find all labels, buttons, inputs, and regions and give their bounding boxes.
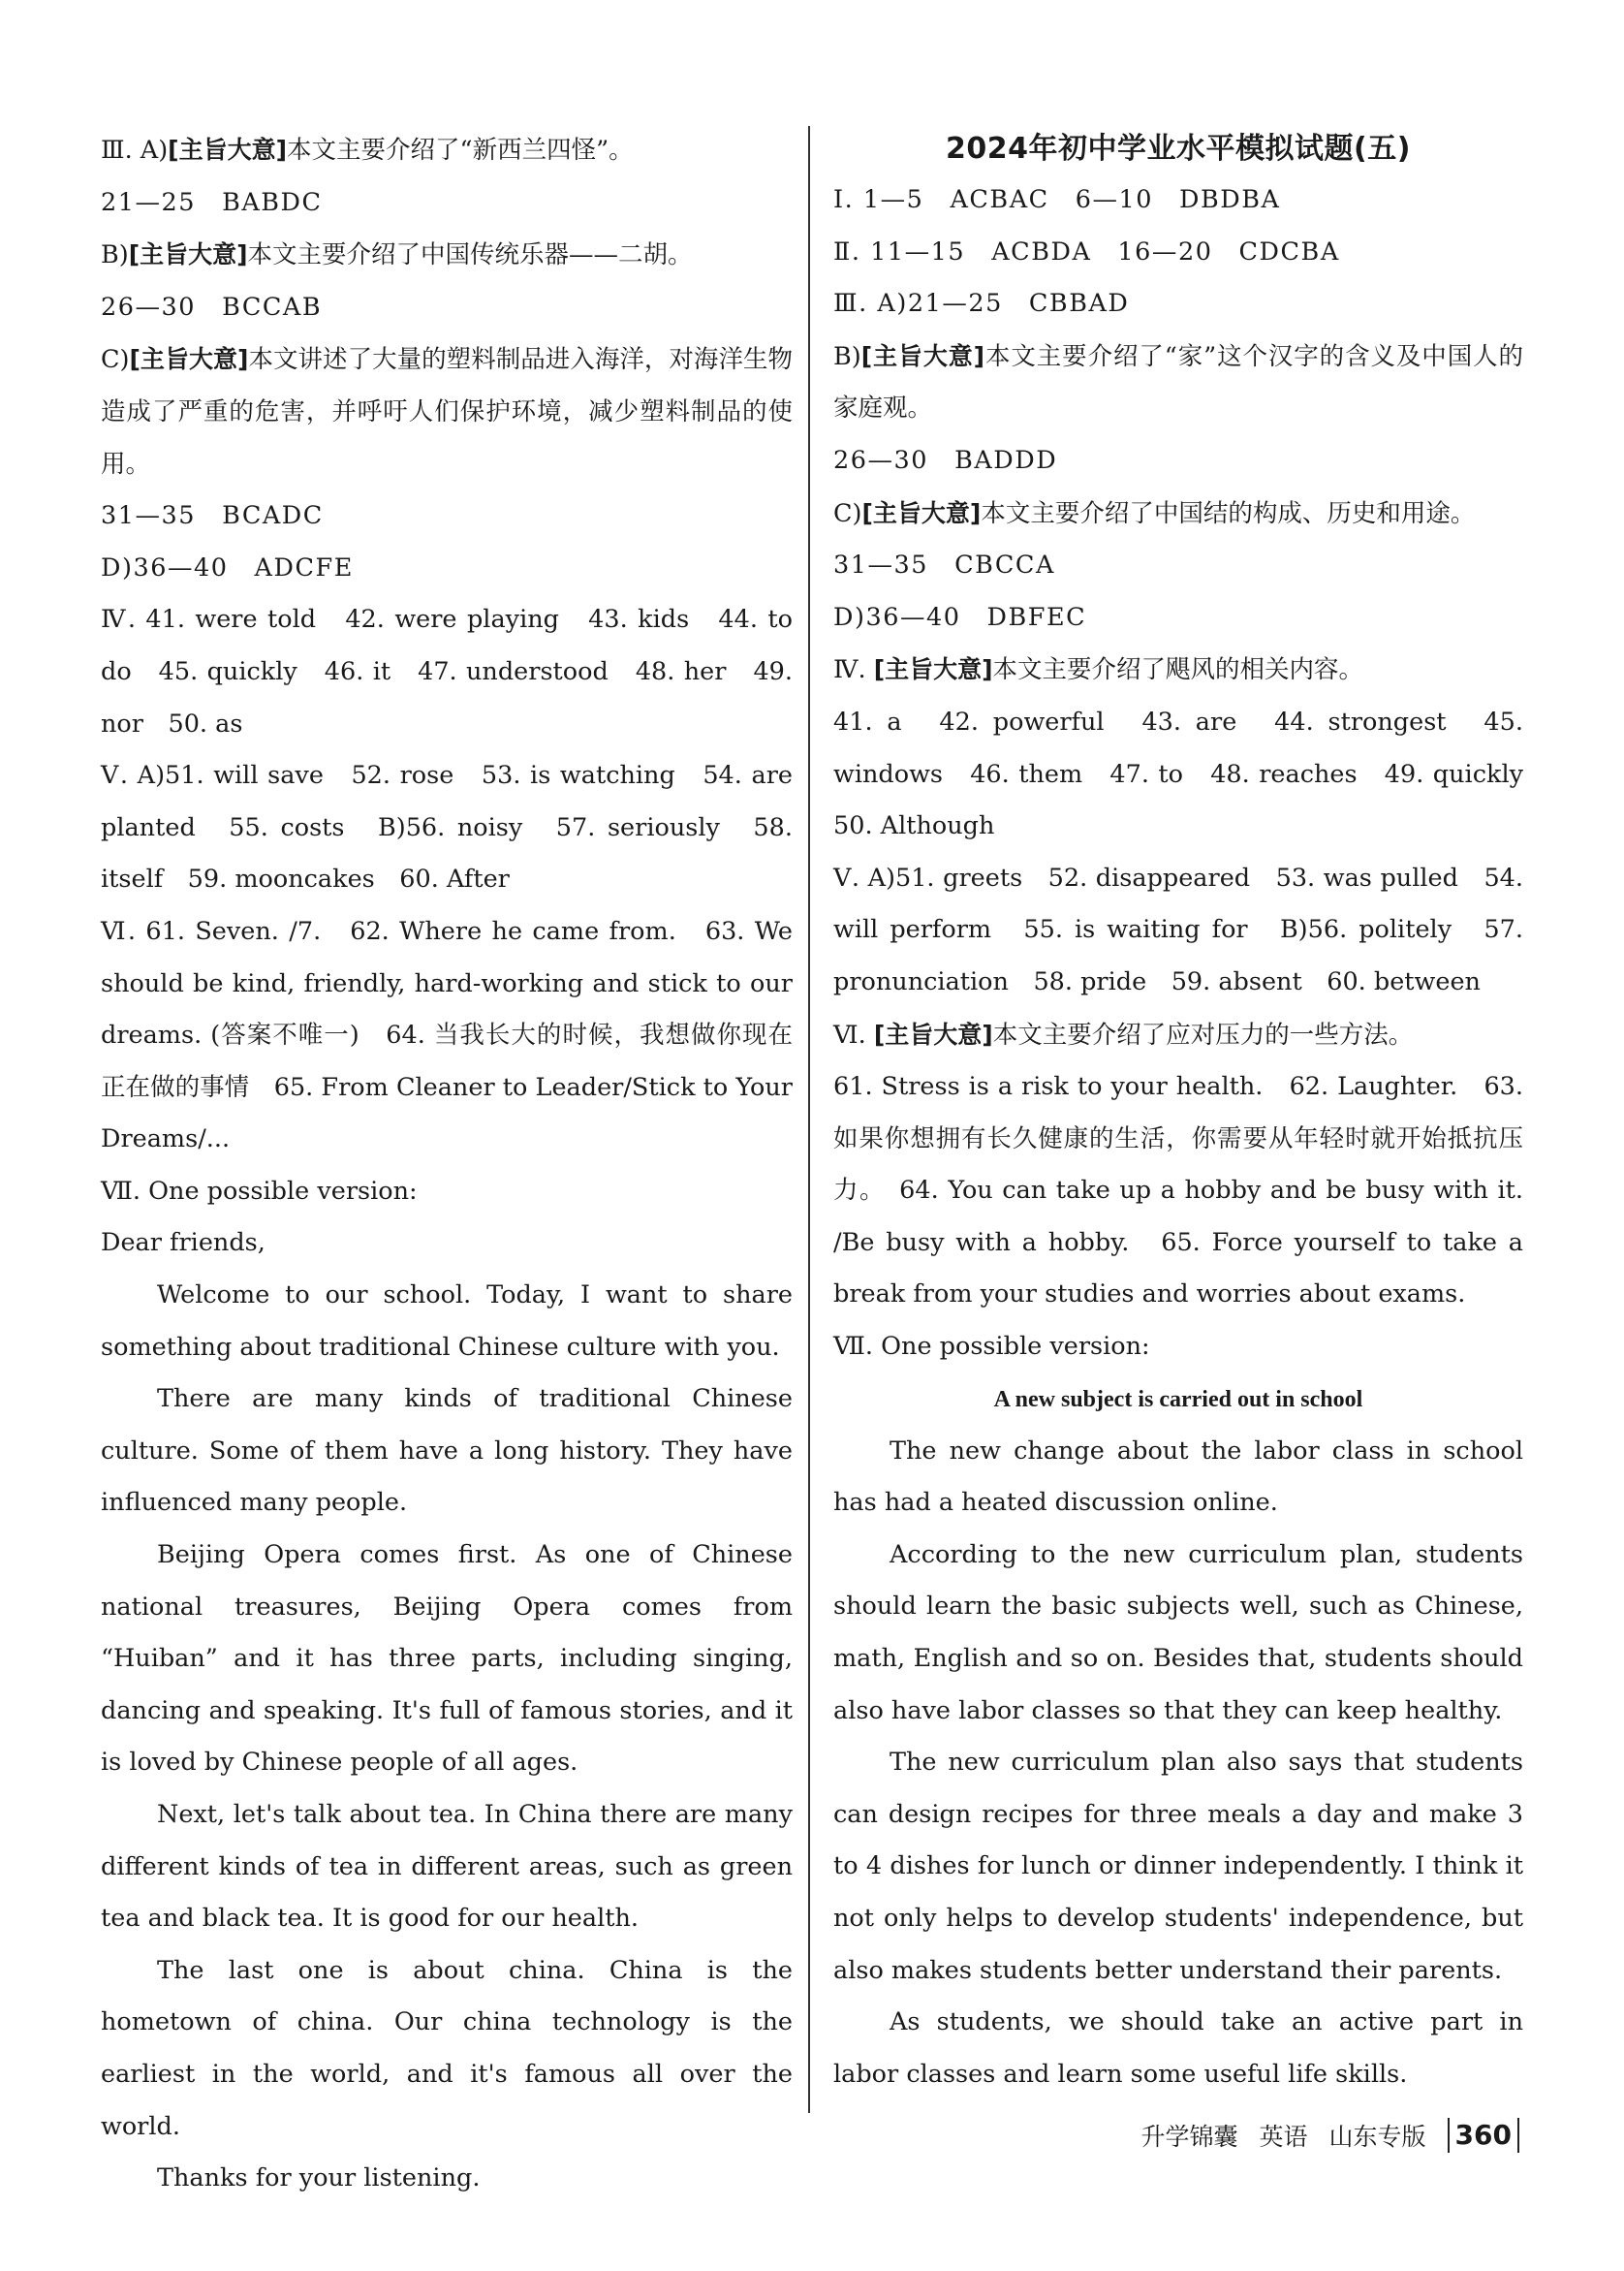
footer-series: 升学锦囊 xyxy=(1140,2123,1238,2151)
essay-intro: Ⅶ. One possible version: xyxy=(833,1332,1150,1362)
essay-paragraph: According to the new curriculum plan, students should learn the basic subjects well, such as Chinese, math, English and so on. Besides that, students should also have labor classes so that they can keep healthy. xyxy=(833,1539,1523,1725)
answer-line: 26—30 BADDD xyxy=(833,445,1058,475)
answer-line: Ⅳ. 41. were told 42. were playing 43. kids 44. to do 45. quickly 46. it 47. understood 48. her 49. nor 50. as xyxy=(101,605,793,739)
answer-line: 61. Stress is a risk to your health. 62. Laughter. 63. 如果你想拥有长久健康的生活，你需要从年轻时就开始抵抗压力。 64. You can take up a hobby and be busy with it. /Be busy with a hobby. 65. Force yourself to take a break from your studies and worries about exams. xyxy=(833,1072,1523,1309)
answer-line: Ⅴ. A)51. will save 52. rose 53. is watching 54. are planted 55. costs B)56. noisy 57. seriously 58. itself 59. mooncakes 60. After xyxy=(101,761,793,895)
answer-line: Ⅴ. A)51. greets 52. disappeared 53. was pulled 54. will perform 55. is waiting for B)56. politely 57. pronunciation 58. pride 59. absent 60. between xyxy=(833,863,1523,996)
essay-paragraph: The last one is about china. China is the hometown of china. Our china technology is the earliest in the world, and it's famous all over the world. xyxy=(101,1955,793,2141)
answer-line: B)[主旨大意]本文主要介绍了中国传统乐器——二胡。 xyxy=(101,240,693,270)
footer-subject: 英语 xyxy=(1259,2123,1308,2151)
main-idea-label: [主旨大意] xyxy=(860,341,985,370)
essay-paragraph: The new change about the labor class in school has had a heated discussion online. xyxy=(833,1435,1523,1518)
page-number: 360 xyxy=(1448,2118,1519,2153)
answer-line: Ⅲ. A)[主旨大意]本文主要介绍了“新西兰四怪”。 xyxy=(101,136,634,165)
essay-intro: Ⅶ. One possible version: xyxy=(101,1176,418,1206)
answer-line: Ⅵ. [主旨大意]本文主要介绍了应对压力的一些方法。 xyxy=(833,1020,1414,1050)
page-footer xyxy=(1141,2118,1520,2153)
essay-paragraph: There are many kinds of traditional Chinese culture. Some of them have a long history. They have influenced many people. xyxy=(101,1384,793,1518)
answer-line: Ⅳ. [主旨大意]本文主要介绍了飓风的相关内容。 xyxy=(833,655,1364,685)
answer-line: 31—35 BCADC xyxy=(101,501,324,531)
answer-line: D)36—40 DBFEC xyxy=(833,602,1087,632)
answer-line: B)[主旨大意]本文主要介绍了“家”这个汉字的含义及中国人的家庭观。 xyxy=(833,341,1523,424)
answer-line: 26—30 BCCAB xyxy=(101,292,323,322)
main-idea-label: [主旨大意] xyxy=(873,1020,993,1049)
essay-paragraph: The new curriculum plan also says that students can design recipes for three meals a day and make 3 to 4 dishes for lunch or dinner independently. I think it not only helps to develop students' independence, but also makes students better understand their parents. xyxy=(833,1748,1523,1985)
main-idea-label: [主旨大意] xyxy=(128,240,248,269)
main-idea-label: [主旨大意] xyxy=(861,498,982,527)
answer-line: 41. a 42. powerful 43. are 44. strongest 45. windows 46. them 47. to 48. reaches 49. quickly 50. Although xyxy=(833,707,1548,841)
essay-paragraph: Welcome to our school. Today, I want to share something about traditional Chinese culture with you. xyxy=(101,1280,793,1362)
essay-salutation: Dear friends, xyxy=(101,1228,265,1258)
answer-line: Ⅵ. 61. Seven. /7. 62. Where he came from. 63. We should be kind, friendly, hard-working and stick to our dreams. (答案不唯一) 64. 当我长大的时候，我想做你现在正在做的事情 65. From Cleaner to Leader/Stick to Your Dreams/... xyxy=(101,916,793,1154)
answer-line: Ⅰ. 1—5 ACBAC 6—10 DBDBA xyxy=(833,185,1281,214)
right-column xyxy=(833,124,1548,2100)
main-idea-label: [主旨大意] xyxy=(168,136,288,164)
answer-line: C)[主旨大意]本文主要介绍了中国结的构成、历史和用途。 xyxy=(833,498,1476,528)
answer-line: 21—25 BABDC xyxy=(101,187,323,217)
answer-line: Ⅱ. 11—15 ACBDA 16—20 CDCBA xyxy=(833,237,1340,267)
column-divider xyxy=(808,126,810,2113)
answer-line: Ⅲ. A)21—25 CBBAD xyxy=(833,289,1130,319)
main-idea-label: [主旨大意] xyxy=(129,345,249,374)
essay-paragraph: As students, we should take an active part in labor classes and learn some useful life skills. xyxy=(833,2007,1523,2089)
essay-closing: Thanks for your listening. xyxy=(157,2163,481,2193)
essay-paragraph: Next, let's talk about tea. In China there are many different kinds of tea in different areas, such as green tea and black tea. It is good for our health. xyxy=(101,1800,793,1934)
essay-paragraph: Beijing Opera comes first. As one of Chinese national treasures, Beijing Opera comes from “Huiban” and it has three parts, including singing, dancing and speaking. It's full of famous stories, and it is loved by Chinese people of all ages. xyxy=(101,1540,793,1778)
footer-edition: 山东专版 xyxy=(1328,2123,1426,2151)
left-column xyxy=(101,124,793,2205)
section-title: 2024年初中学业水平模拟试题(五) xyxy=(946,132,1411,166)
essay-title: A new subject is carried out in school xyxy=(993,1386,1363,1412)
main-idea-label: [主旨大意] xyxy=(873,655,993,684)
answer-line: D)36—40 ADCFE xyxy=(101,552,354,583)
answer-line: 31—35 CBCCA xyxy=(833,551,1055,581)
answer-line: C)[主旨大意]本文讲述了大量的塑料制品进入海洋，对海洋生物造成了严重的危害，并呼吁人们保护环境，减少塑料制品的使用。 xyxy=(101,345,793,479)
